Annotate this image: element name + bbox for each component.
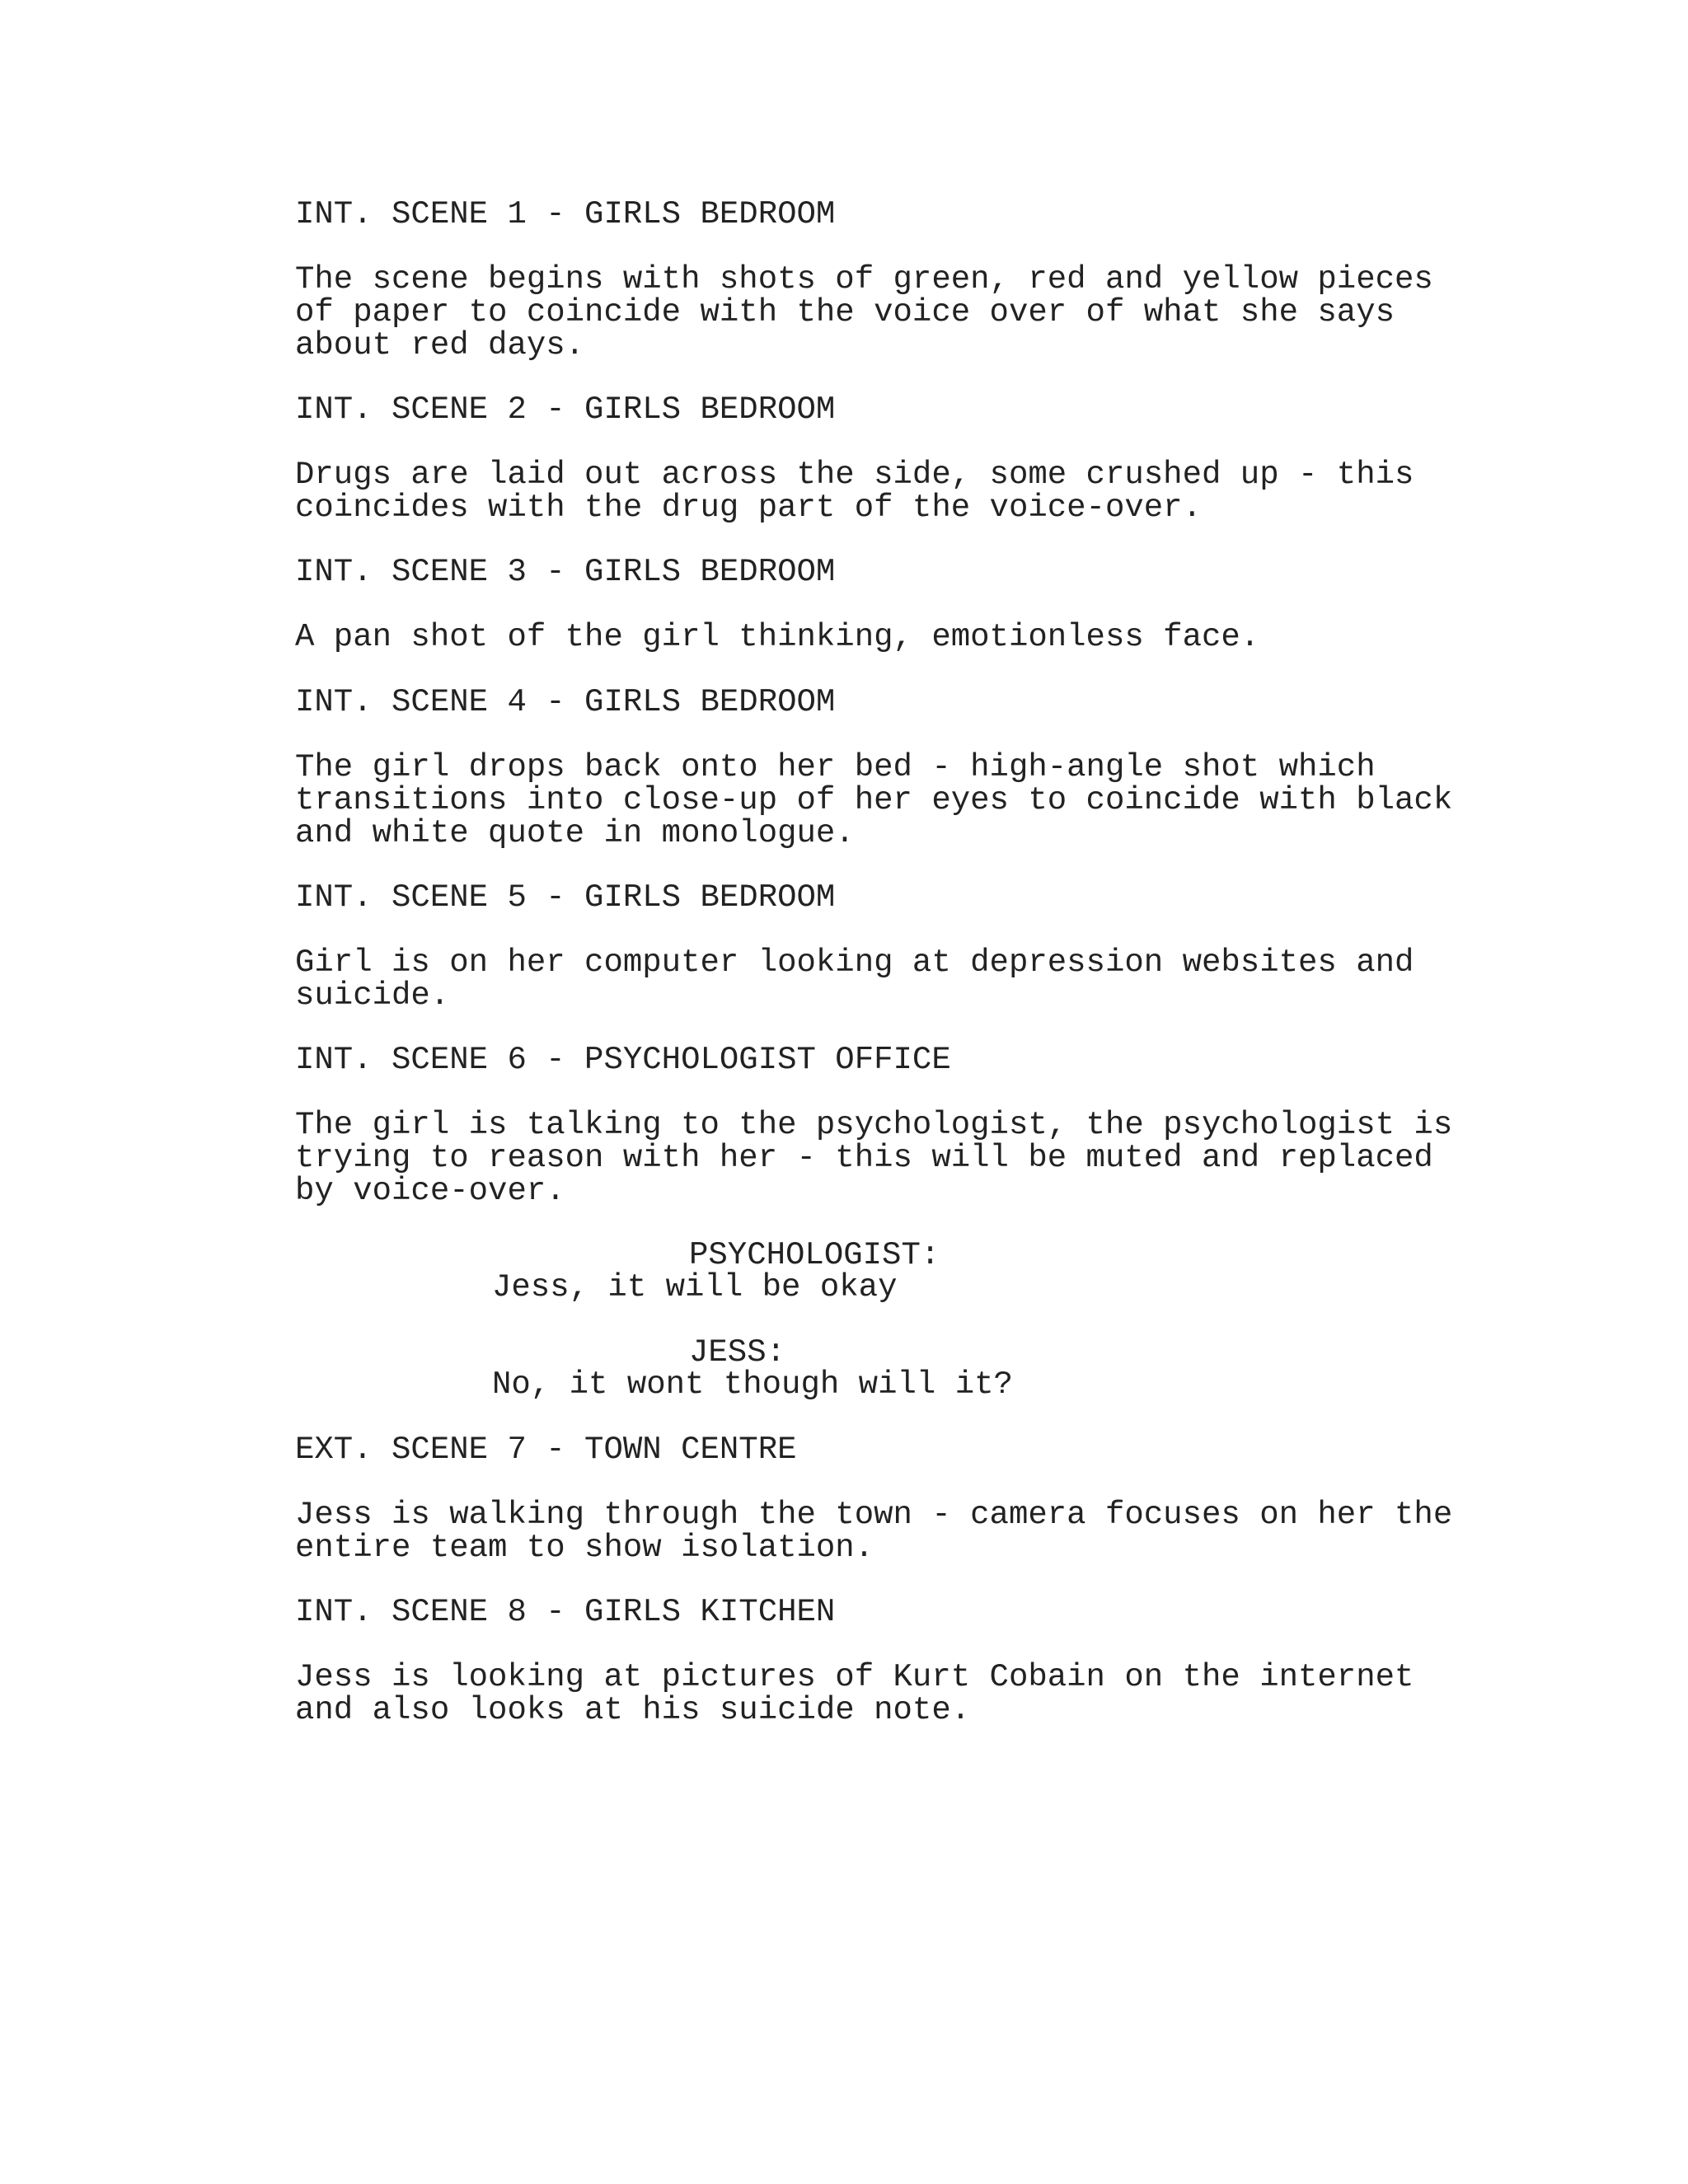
scene-action-7: Jess is walking through the town - camera focuses on her the entire team to show isolation. (295, 1497, 1453, 1566)
scene-action-2: Drugs are laid out across the side, some crushed up - this coincides with the drug part of the voice-over. (295, 457, 1414, 526)
scene-heading-6: INT. SCENE 6 - PSYCHOLOGIST OFFICE (295, 1042, 951, 1078)
scene-action-4: The girl drops back onto her bed - high-angle shot which transitions into close-up of her eyes to coincide with black and white quote in monologue. (295, 749, 1453, 851)
scene-action-5: Girl is on her computer looking at depression websites and suicide. (295, 944, 1414, 1014)
scene-heading-5: INT. SCENE 5 - GIRLS BEDROOM (295, 879, 836, 916)
dialogue-line-jess: No, it wont though will it? (492, 1366, 1013, 1403)
character-name-jess: JESS: (689, 1334, 786, 1371)
scene-heading-4: INT. SCENE 4 - GIRLS BEDROOM (295, 684, 836, 720)
scene-heading-8: INT. SCENE 8 - GIRLS KITCHEN (295, 1594, 836, 1630)
scene-action-6: The girl is talking to the psychologist, the psychologist is trying to reason with her - this will be muted and replaced by voice-over. (295, 1107, 1453, 1209)
scene-action-8: Jess is looking at pictures of Kurt Cobain on the internet and also looks at his suicide note. (295, 1659, 1414, 1728)
scene-action-1: The scene begins with shots of green, red and yellow pieces of paper to coincide with the voice over of what she says about red days. (295, 261, 1433, 363)
scene-heading-1: INT. SCENE 1 - GIRLS BEDROOM (295, 196, 836, 232)
character-name-psychologist: PSYCHOLOGIST: (689, 1237, 940, 1273)
scene-action-3: A pan shot of the girl thinking, emotionless face. (295, 619, 1260, 655)
scene-heading-2: INT. SCENE 2 - GIRLS BEDROOM (295, 391, 836, 428)
scene-heading-3: INT. SCENE 3 - GIRLS BEDROOM (295, 554, 836, 590)
dialogue-line-psychologist: Jess, it will be okay (492, 1269, 898, 1305)
scene-heading-7: EXT. SCENE 7 - TOWN CENTRE (295, 1432, 797, 1468)
